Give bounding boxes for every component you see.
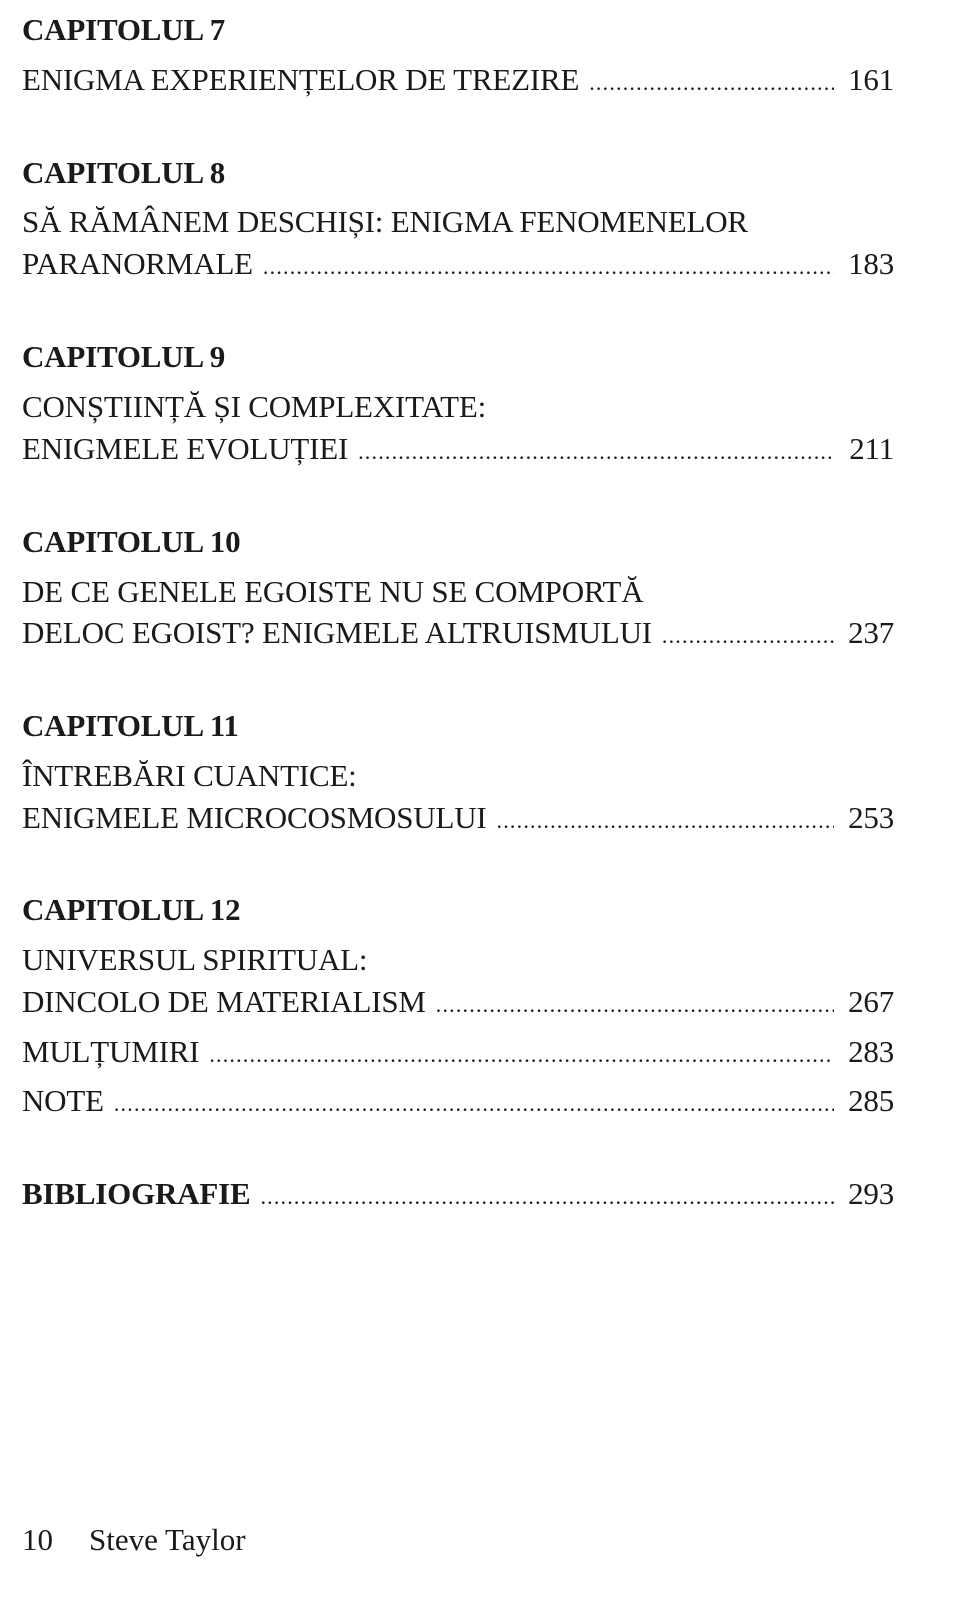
entry-title: ENIGMELE EVOLUȚIEI <box>22 431 349 466</box>
toc-entry <box>22 62 894 101</box>
page-number: 237 <box>848 615 894 650</box>
chapter-heading: CAPITOLUL 12 <box>22 892 241 927</box>
toc-entry <box>22 431 894 470</box>
dot-leader <box>209 1037 834 1073</box>
page-footer <box>22 1522 246 1558</box>
toc-entry <box>22 800 894 839</box>
chapter-heading: CAPITOLUL 8 <box>22 155 226 190</box>
toc-entry <box>22 615 894 654</box>
entry-title-line: DE CE GENELE EGOISTE NU SE COMPORTĂ <box>22 574 644 609</box>
chapter-heading: CAPITOLUL 9 <box>22 339 226 374</box>
chapter-heading: CAPITOLUL 11 <box>22 708 239 743</box>
dot-leader <box>436 987 834 1023</box>
entry-title: DELOC EGOIST? ENIGMELE ALTRUISMULUI <box>22 615 652 650</box>
page-number: 283 <box>848 1034 894 1069</box>
footer-author: Steve Taylor <box>89 1522 246 1557</box>
entry-title: BIBLIOGRAFIE <box>22 1176 251 1211</box>
toc-entry <box>22 246 894 285</box>
toc-entry-bibliography <box>22 1176 894 1215</box>
dot-leader <box>263 249 834 285</box>
entry-title: MULȚUMIRI <box>22 1034 200 1069</box>
page-number: 293 <box>848 1176 894 1211</box>
toc-entry-notes <box>22 1083 894 1122</box>
page-number: 183 <box>848 246 894 281</box>
dot-leader <box>358 434 834 470</box>
dot-leader <box>589 65 834 101</box>
entry-title-line: UNIVERSUL SPIRITUAL: <box>22 942 368 977</box>
entry-title-line: CONȘTIINȚĂ ȘI COMPLEXITATE: <box>22 389 486 424</box>
page-number: 285 <box>848 1083 894 1118</box>
entry-title: PARANORMALE <box>22 246 253 281</box>
dot-leader <box>260 1179 834 1215</box>
dot-leader <box>114 1086 834 1122</box>
footer-page-number: 10 <box>22 1522 53 1557</box>
page-number: 161 <box>848 62 894 97</box>
entry-title: ENIGMA EXPERIENȚELOR DE TREZIRE <box>22 62 580 97</box>
dot-leader <box>497 803 834 839</box>
page-number: 267 <box>848 984 894 1019</box>
page-number: 253 <box>848 800 894 835</box>
toc-entry-acknowledgements <box>22 1034 894 1073</box>
page-number: 211 <box>849 431 894 466</box>
toc-entry <box>22 984 894 1023</box>
entry-title: NOTE <box>22 1083 104 1118</box>
entry-title-line: ÎNTREBĂRI CUANTICE: <box>22 758 357 793</box>
chapter-heading: CAPITOLUL 10 <box>22 524 241 559</box>
chapter-heading: CAPITOLUL 7 <box>22 12 226 47</box>
dot-leader <box>662 618 834 654</box>
entry-title: DINCOLO DE MATERIALISM <box>22 984 426 1019</box>
entry-title: ENIGMELE MICROCOSMOSULUI <box>22 800 487 835</box>
entry-title-line: SĂ RĂMÂNEM DESCHIȘI: ENIGMA FENOMENELOR <box>22 204 748 239</box>
